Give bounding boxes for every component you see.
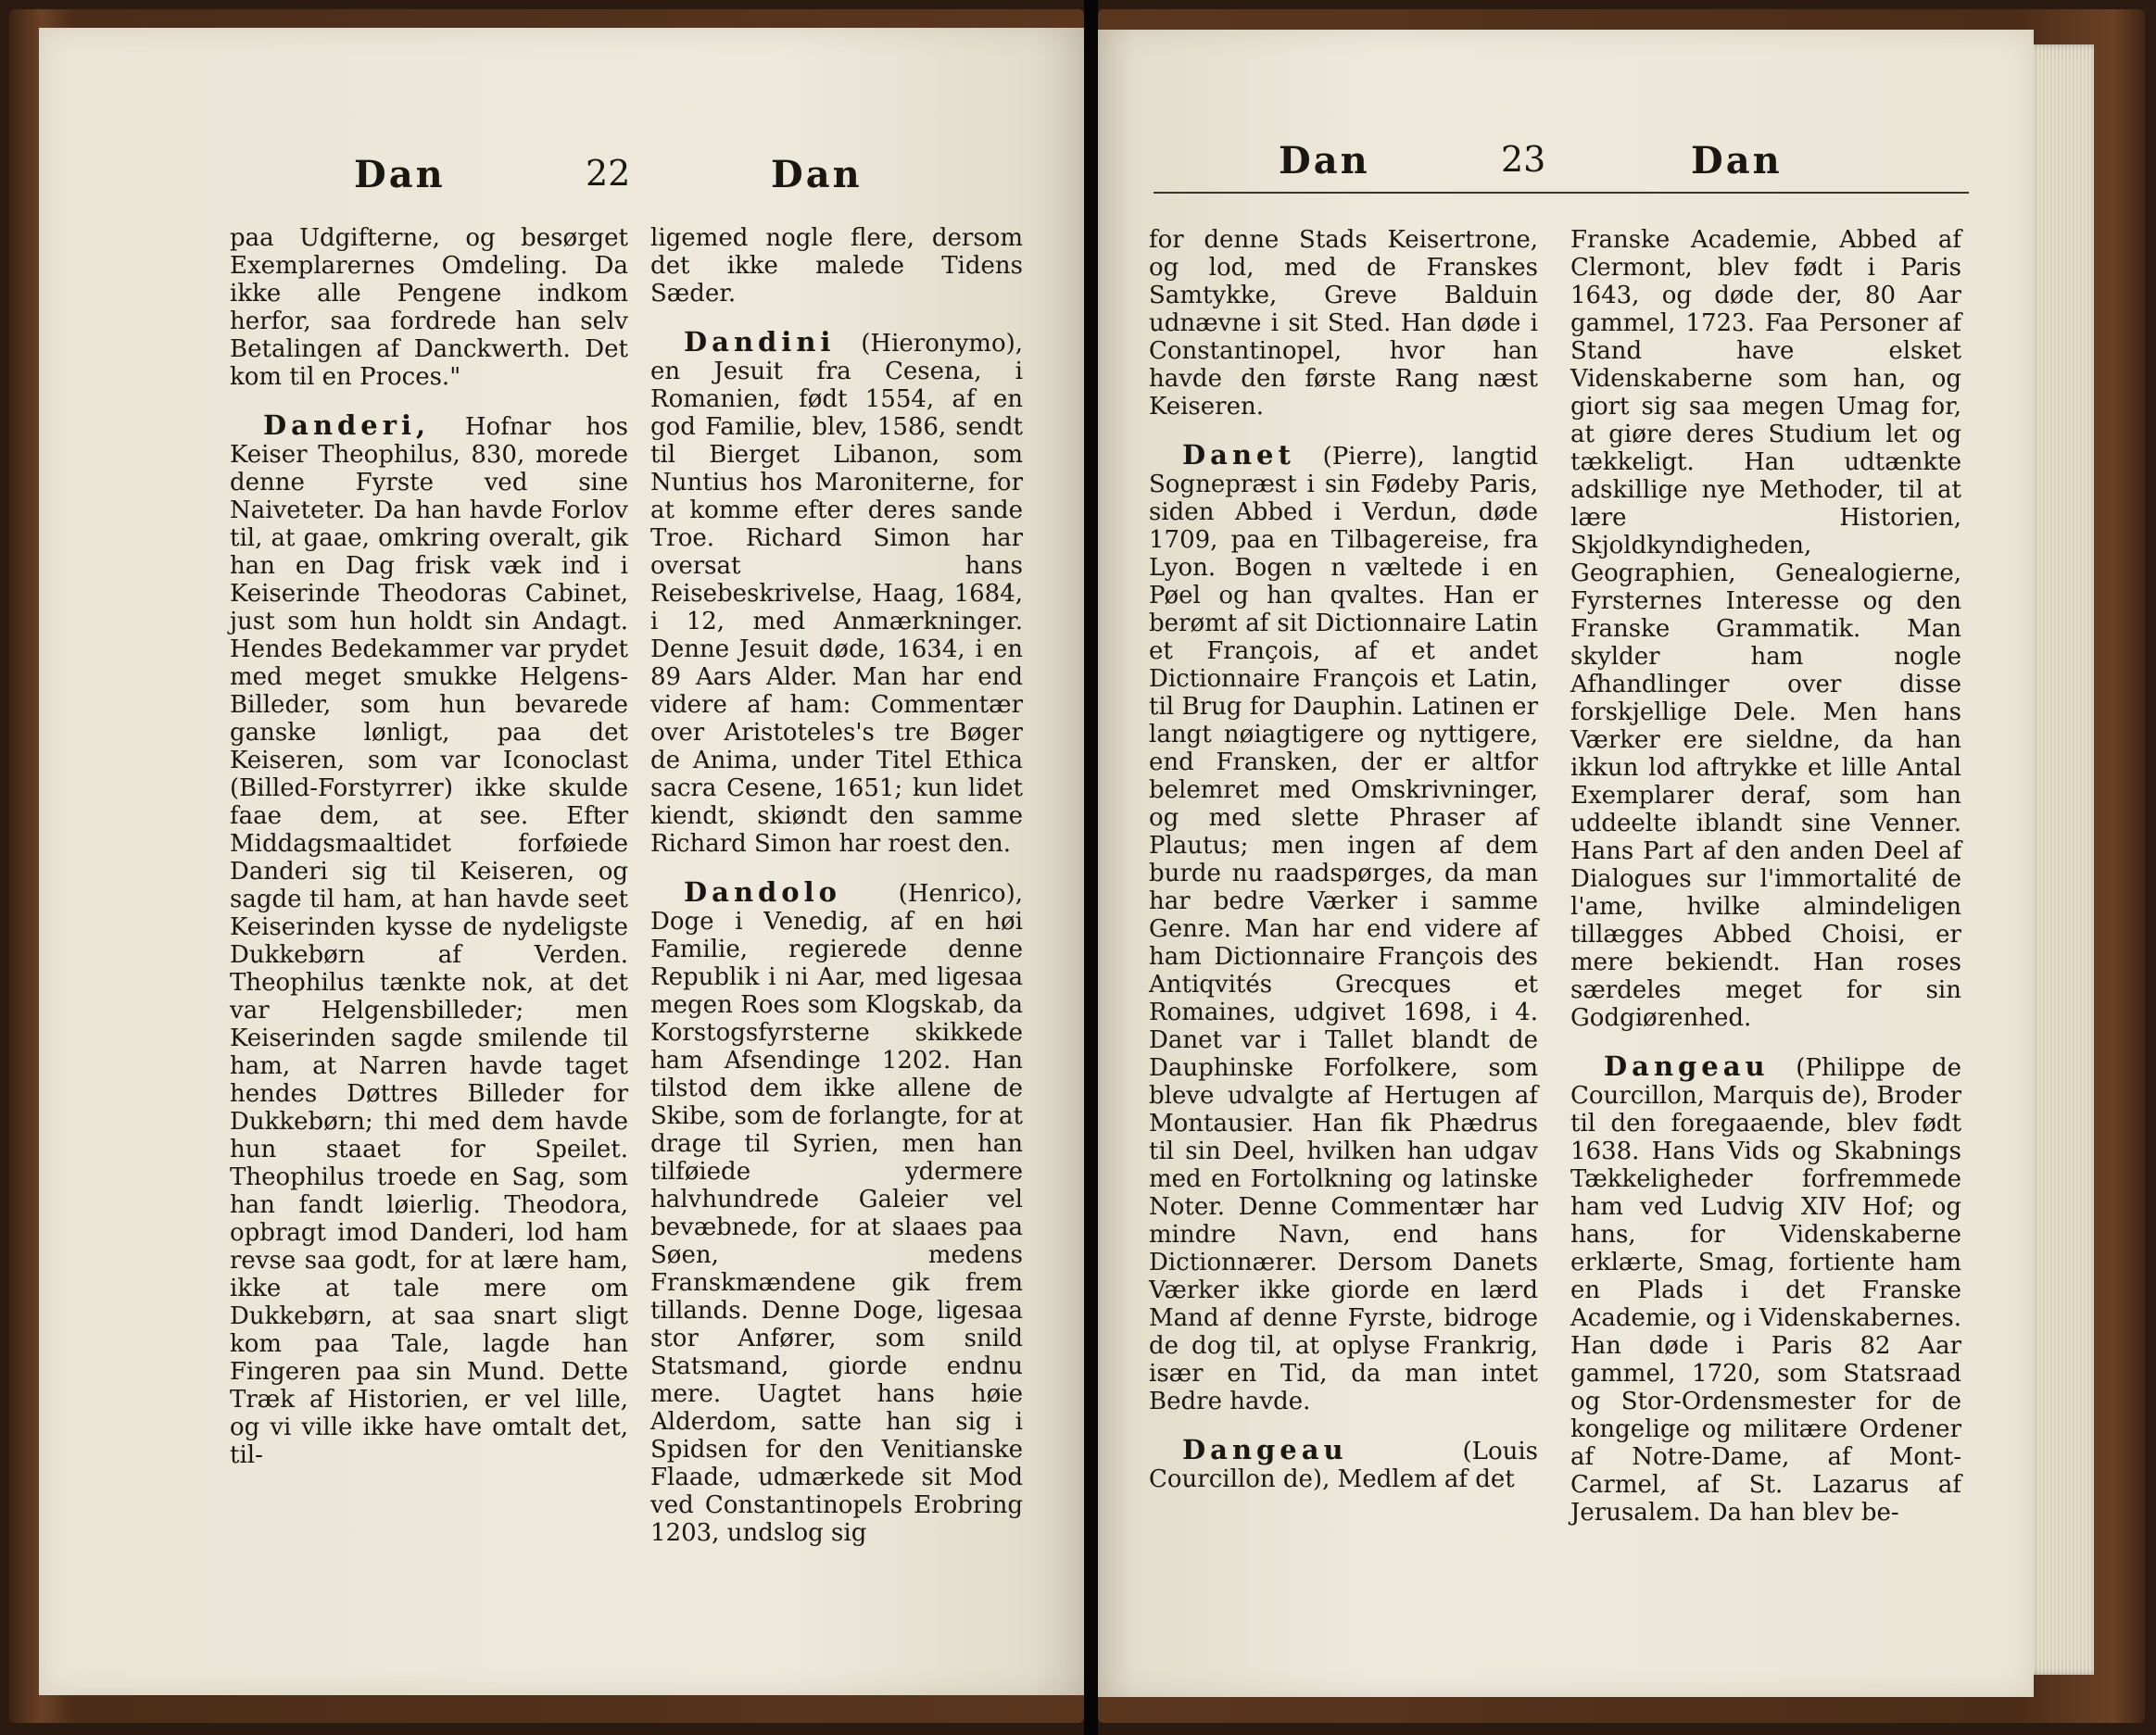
dictionary-entry <box>230 411 628 1469</box>
entry-headword: Dandolo <box>684 876 842 908</box>
dictionary-entry <box>1570 1052 1961 1527</box>
right-page-number: 23 <box>1501 139 1546 180</box>
continued-text: Franske Academie, Abbed af Clermont, blev født i Paris 1643, og døde der, 80 Aar gammel, 1723. Faa Personer af Stand have elsket Videnskaberne som han, og giort sig saa megen Umag for, at giøre deres Studium let og tækkeligt. Han udtænkte adskillige nye Methoder, til at lære Historien, Skjoldkyndigheden, Geographien, Genealogierne, Fyrsternes Interesse og den Franske Grammatik. Man skylder ham nogle Afhandlinger over disse forskjellige Dele. Men hans Værker ere sieldne, da han ikkun lod aftrykke et lille Antal Exemplarer deraf, som han uddeelte iblandt sine Venner. Hans Part af den anden Deel af Dialogues sur l'immortalité de l'ame, hvilke almindeligen tillægges Abbed Choisi, er mere bekiendt. Han roses særdeles meget for sin Godgiørenhed. <box>1570 226 1961 1032</box>
dictionary-entry <box>1149 441 1538 1415</box>
right-column-2 <box>1570 226 1961 1547</box>
entry-headword: Dangeau <box>1604 1050 1770 1082</box>
entry-headword: Dangeau <box>1182 1434 1348 1465</box>
continued-text: paa Udgifterne, og besørget Exemplarernes Omdeling. Da ikke alle Pengene indkom herfor, saa fordrede han selv Betalingen af Danckwerth. Det kom til en Proces." <box>230 224 628 391</box>
entry-headword: Danderi, <box>263 409 431 441</box>
entry-text: (Philippe de Courcillon, Marquis de), Broder til den foregaaende, blev født 1638. Hans Vids og Skabnings Tækkeligheder forfremmede ham ved Ludvig XIV Hof; og hans, for Videnskaberne erklærte, Smag, fortiente ham en Plads i det Franske Academie, og i Videnskabernes. Han døde i Paris 82 Aar gammel, 1720, som Statsraad og Stor-Ordensmester for de kongelige og militære Ordener af Notre-Dame, af Mont-Carmel, af St. Lazarus af Jerusalem. Da han blev be- <box>1570 1054 1961 1527</box>
dictionary-entry <box>650 878 1023 1547</box>
left-page-number: 22 <box>586 153 631 194</box>
left-header-right: Dan <box>771 153 863 196</box>
left-column-2 <box>650 224 1023 1567</box>
dictionary-entry <box>650 328 1023 858</box>
right-page <box>1098 30 2034 1697</box>
left-column-1 <box>230 224 628 1490</box>
entry-text: Hofnar hos Keiser Theophilus, 830, morede denne Fyrste ved sine Naiveteter. Da han havde Forlov til, at gaae, omkring overalt, gik han en Dag frisk væk ind i Keiserinde Theodoras Cabinet, just som hun holdt sin Andagt. Hendes Bedekammer var prydet med meget smukke Helgens-Billeder, som hun bevarede ganske lønligt, paa det Keiseren, som var Iconoclast (Billed-Forstyrrer) ikke skulde faae dem, at see. Efter Middagsmaaltidet forføiede Danderi sig til Keiseren, og sagde til ham, at han havde seet Keiserinden kysse de nydeligste Dukkebørn af Verden. Theophilus tænkte nok, at det var Helgensbilleder; men Keiserinden sagde smilende til ham, at Narren havde taget hendes Døttres Billeder for Dukkebørn; thi med dem havde hun staaet for Speilet. Theophilus troede en Sag, som han fandt løierlig. Theodora, opbragt imod Danderi, lod ham revse saa godt, for at lære ham, ikke at tale mere om Dukkebørn, at saa snart sligt kom paa Tale, lagde han Fingeren paa sin Mund. Dette Træk af Historien, er vel lille, og vi ville ikke have omtalt det, til- <box>230 413 628 1469</box>
continued-text: for denne Stads Keisertrone, og lod, med de Franskes Samtykke, Greve Balduin udnævne i sit Sted. Han døde i Constantinopel, hvor han havde den første Rang næst Keiseren. <box>1149 226 1538 421</box>
page-edges <box>2027 44 2094 1675</box>
right-column-1 <box>1149 226 1538 1514</box>
entry-headword: Danet <box>1182 439 1295 471</box>
left-header-left: Dan <box>354 153 446 196</box>
right-header-left: Dan <box>1279 139 1370 182</box>
header-rule <box>1154 192 1969 194</box>
continued-text: ligemed nogle flere, dersom det ikke malede Tidens Sæder. <box>650 224 1023 308</box>
entry-text: (Hieronymo), en Jesuit fra Cesena, i Romanien, født 1554, af en god Familie, blev, 1586, sendt til Bierget Libanon, som Nuntius hos Maroniterne, for at komme efter deres sande Troe. Richard Simon har oversat hans Reisebeskrivelse, Haag, 1684, i 12, med Anmærkninger. Denne Jesuit døde, 1634, i en 89 Aars Alder. Man har end videre af ham: Commentær over Aristoteles's tre Bøger de Anima, under Titel Ethica sacra Cesene, 1651; kun lidet kiendt, skiøndt den samme Richard Simon har roest den. <box>650 330 1023 858</box>
dictionary-entry <box>1149 1436 1538 1493</box>
entry-text: (Pierre), langtid Sognepræst i sin Fødeby Paris, siden Abbed i Verdun, døde 1709, paa en Tilbagereise, fra Lyon. Bogen n væltede i en Pøel og han qvaltes. Han er berømt af sit Dictionnaire Latin et François, af et andet Dictionnaire François et Latin, til Brug for Dauphin. Latinen er langt nøiagtigere og nyttigere, end Fransken, der er altfor belemret med Omskrivninger, og med slette Phraser af Plautus; men ingen af dem burde nu raadspørges, da man har bedre Værker i samme Genre. Man har end videre af ham Dictionnaire François des Antiqvités Grecques et Romaines, udgivet 1698, i 4. Danet var i Tallet blandt de Dauphinske Forfolkere, som bleve udvalgte af Hertugen af Montausier. Han fik Phædrus til sin Deel, hvilken han udgav med en Fortolkning og latinske Noter. Denne Commentær har mindre Navn, end hans Dictionnærer. Dersom Danets Værker ikke giorde en lærd Mand af denne Fyrste, bidroge de dog til, at oplyse Frankrig, især en Tid, da man intet Bedre havde. <box>1149 443 1538 1415</box>
right-header-right: Dan <box>1691 139 1783 182</box>
entry-text: (Henrico), Doge i Venedig, af en høi Familie, regierede denne Republik i ni Aar, med ligesaa megen Roes som Klogskab, da Korstogsfyrsterne skikkede ham Afsendinge 1202. Han tilstod dem ikke allene de Skibe, som de forlangte, for at drage til Syrien, men han tilføiede ydermere halvhundrede Galeier vel bevæbnede, for at slaaes paa Søen, medens Franskmændene gik frem tillands. Denne Doge, ligesaa stor Anfører, som snild Statsmand, giorde endnu mere. Uagtet hans høie Alderdom, satte han sig i Spidsen for den Venitianske Flaade, udmærkede sit Mod ved Constantinopels Erobring 1203, undslog sig <box>650 880 1023 1547</box>
left-page <box>39 28 1084 1695</box>
entry-text: (Louis Courcillon de), Medlem af det <box>1149 1438 1538 1493</box>
image-divider <box>1084 0 1098 1735</box>
entry-headword: Dandini <box>684 326 836 358</box>
